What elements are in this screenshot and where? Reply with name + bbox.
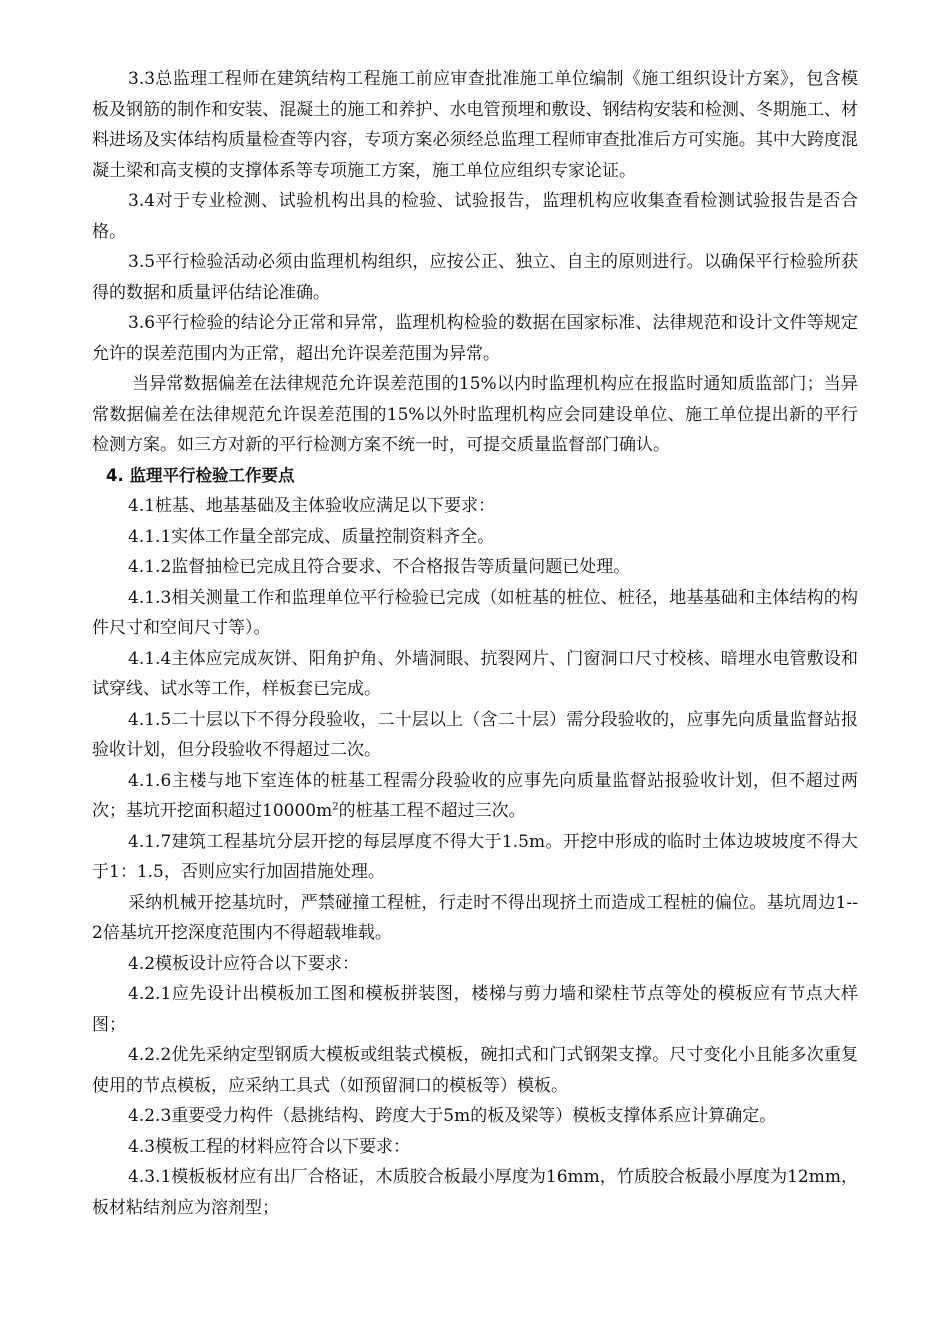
paragraph-4-2-1: 4.2.1应先设计出模板加工图和模板拼装图，楼梯与剪力墙和梁柱节点等处的模板应有节点大样图； — [92, 984, 858, 1035]
paragraph-4-1-6-text-a: 4.1.6主楼与地下室连体的桩基工程需分段验收的应事先向质量监督站报验收计划，但不超过两次；基坑开挖面积超过10000m — [92, 770, 858, 821]
paragraph-3-6-abnormal: 当异常数据偏差在法律规范允许误差范围的15%以内时监理机构应在报监时通知质监部门；当异常数据偏差在法律规范允许误差范围的15%以外时监理机构应会同建设单位、施工单位提出新的平行检测方案。如三方对新的平行检测方案不统一时，可提交质量监督部门确认。 — [92, 374, 858, 455]
document-page — [92, 64, 858, 1223]
paragraph-4-1-3: 4.1.3相关测量工作和监理单位平行检验已完成（如桩基的桩位、桩径，地基基础和主体结构的构件尺寸和空间尺寸等）。 — [92, 587, 858, 638]
paragraph-4-1-5: 4.1.5二十层以下不得分段验收，二十层以上（含二十层）需分段验收的，应事先向质量监督站报验收计划，但分段验收不得超过二次。 — [92, 709, 858, 760]
paragraph-3-4: 3.4对于专业检测、试验机构出具的检验、试验报告，监理机构应收集查看检测试验报告是否合格。 — [92, 191, 858, 242]
paragraph-4-1-1: 4.1.1实体工作量全部完成、质量控制资料齐全。 — [128, 526, 495, 547]
paragraph-3-5: 3.5平行检验活动必须由监理机构组织，应按公正、独立、自主的原则进行。以确保平行检验所获得的数据和质量评估结论准确。 — [92, 252, 858, 303]
paragraph-4-1-7: 4.1.7建筑工程基坑分层开挖的每层厚度不得大于1.5m。开挖中形成的临时土体边坡坡度不得大于1：1.5，否则应实行加固措施处理。 — [92, 831, 858, 882]
paragraph-4-2-2: 4.2.2优先采纳定型钢质大模板或组装式模板，碗扣式和门式钢架支撑。尺寸变化小且能多次重复使用的节点模板，应采纳工具式（如预留洞口的模板等）模板。 — [92, 1045, 858, 1096]
paragraph-4-1-6 — [92, 766, 858, 827]
paragraph-3-3: 3.3总监理工程师在建筑结构工程施工前应审查批准施工单位编制《施工组织设计方案》，包含模板及钢筋的制作和安装、混凝土的施工和养护、水电管预埋和敷设、钢结构安装和检测、冬期施工、材料进场及实体结构质量检查等内容，专项方案必须经总监理工程师审查批准后方可实施。其中大跨度混凝土梁和高支模的支撑体系等专项施工方案，施工单位应组织专家论证。 — [92, 69, 858, 181]
area-unit-superscript: 2 — [332, 801, 339, 813]
paragraph-4-1-4: 4.1.4主体应完成灰饼、阳角护角、外墙洞眼、抗裂网片、门窗洞口尺寸校核、暗埋水电管敷设和试穿线、试水等工作，样板套已完成。 — [92, 648, 858, 699]
paragraph-4-1: 4.1桩基、地基基础及主体验收应满足以下要求： — [128, 496, 496, 516]
paragraph-4-1-6-text-b: 的桩基工程不超过三次。 — [338, 801, 526, 821]
paragraph-4-3: 4.3模板工程的材料应符合以下要求： — [128, 1136, 411, 1157]
paragraph-4-2-3: 4.2.3重要受力构件（悬挑结构、跨度大于5m的板及梁等）模板支撑体系应计算确定。 — [128, 1106, 777, 1126]
paragraph-3-6: 3.6平行检验的结论分正常和异常，监理机构检验的数据在国家标准、法律规范和设计文件等规定允许的误差范围内为正常，超出允许误差范围为异常。 — [92, 313, 858, 364]
paragraph-4-1-7-excavation: 采纳机械开挖基坑时，严禁碰撞工程桩，行走时不得出现挤土而造成工程桩的偏位。基坑周边1--2倍基坑开挖深度范围内不得超载堆载。 — [92, 892, 858, 943]
paragraph-4-2: 4.2模板设计应符合以下要求： — [128, 953, 360, 974]
section-heading-4: 4. 监理平行检验工作要点 — [106, 465, 295, 485]
paragraph-4-3-1: 4.3.1模板板材应有出厂合格证，木质胶合板最小厚度为16mm，竹质胶合板最小厚度为12mm，板材粘结剂应为溶剂型； — [92, 1167, 858, 1218]
paragraph-4-1-2: 4.1.2监督抽检已完成且符合要求、不合格报告等质量问题已处理。 — [128, 557, 631, 577]
